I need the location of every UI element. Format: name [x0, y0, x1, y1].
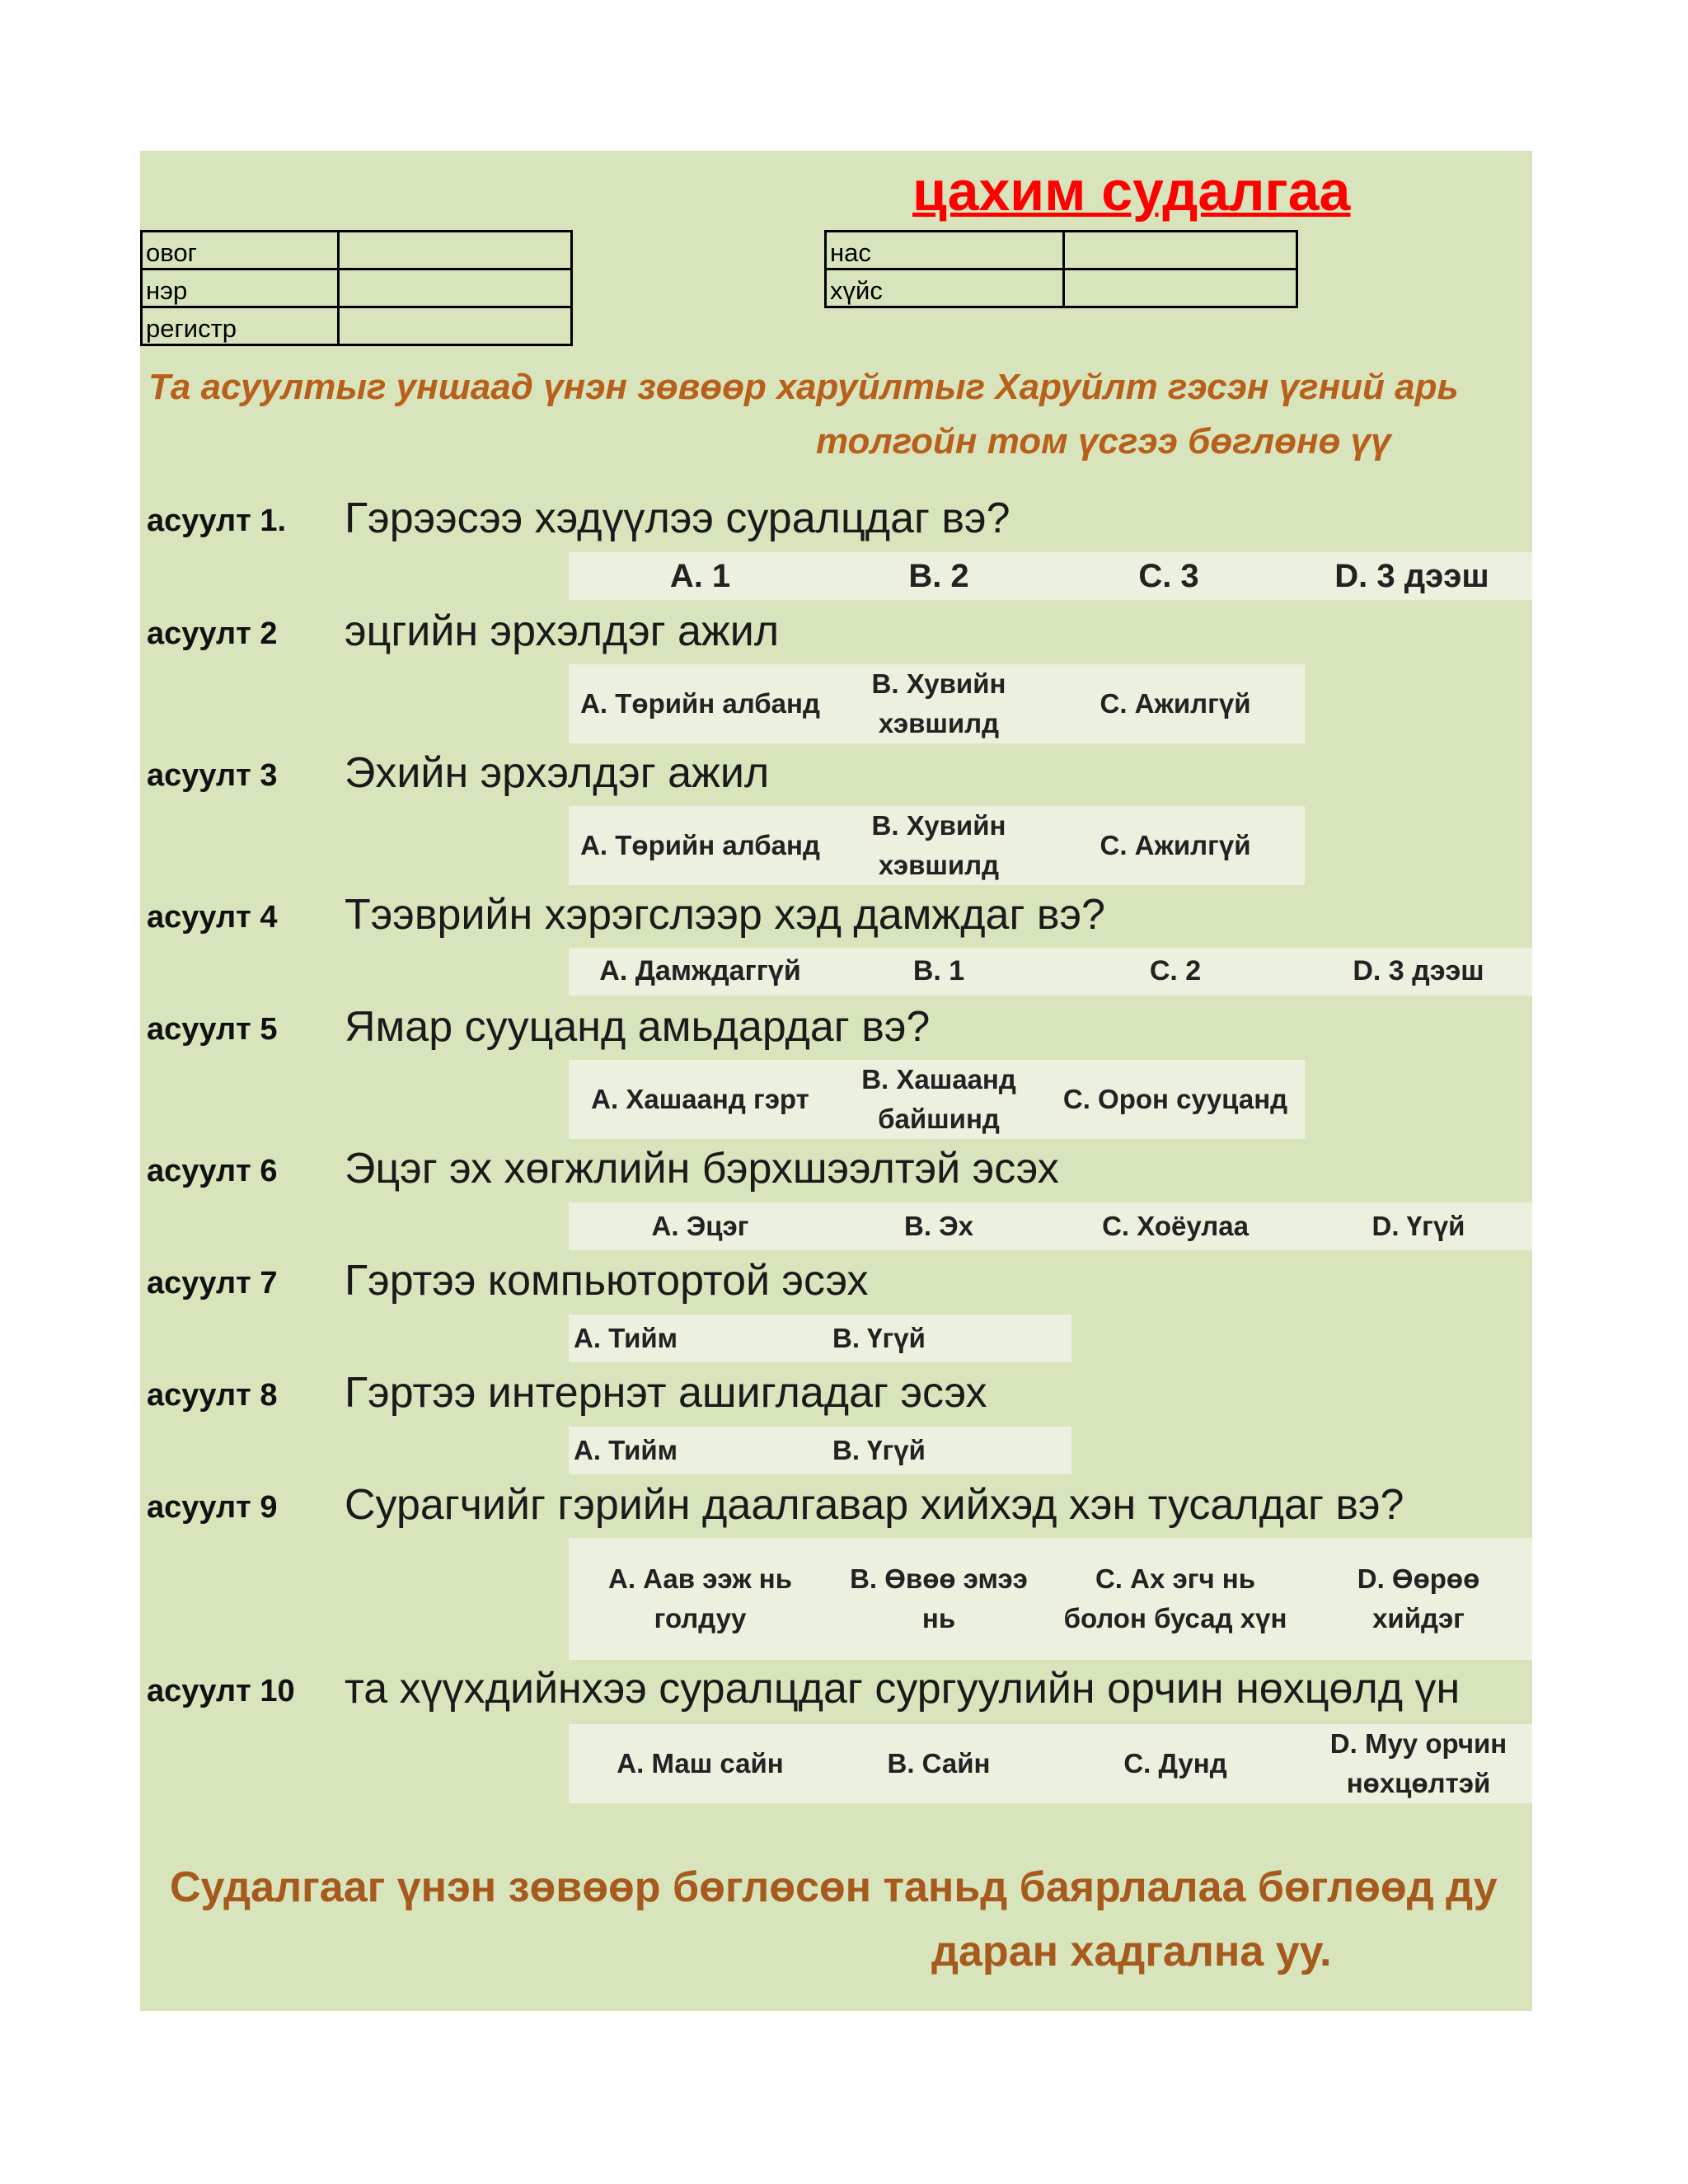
answer-option[interactable]: A. Хашаанд гэрт [591, 1084, 809, 1115]
name-input-cell[interactable] [339, 269, 572, 307]
answer-option[interactable]: A. Тийм [574, 1323, 678, 1354]
question-label: асуулт 4 [147, 900, 278, 935]
gender-input-cell[interactable] [1064, 269, 1297, 307]
answer-options-q3 [569, 806, 1305, 885]
answer-option[interactable]: A. Төрийн албанд [580, 688, 820, 719]
answer-option[interactable]: A. Дамждаггүй [599, 955, 801, 987]
answer-option[interactable]: A. 1 [669, 558, 731, 594]
answer-option[interactable]: D. Өөрөө хийдэг [1357, 1563, 1480, 1633]
question-text: Гэртээ компьютортой эсэх [345, 1257, 869, 1305]
field-label: овог [142, 232, 339, 269]
field-label: нас [826, 232, 1064, 269]
question-text: Ямар сууцанд амьдардаг вэ? [345, 1003, 931, 1051]
survey-sheet [140, 151, 1532, 2011]
answer-option[interactable]: D. 3 дээш [1353, 955, 1484, 987]
answer-option[interactable]: B. Өвөө эмээ нь [850, 1563, 1028, 1633]
question-label: асуулт 9 [147, 1490, 278, 1525]
field-row-gender [826, 269, 1297, 307]
question-text: Гэртээ интернэт ашигладаг эсэх [345, 1369, 987, 1417]
field-label: хүйс [826, 269, 1064, 307]
answer-options-q1 [569, 552, 1532, 600]
answer-options-q9 [569, 1538, 1532, 1660]
answer-option[interactable]: D. 3 дээш [1334, 558, 1489, 594]
answer-option[interactable]: B. Хашаанд байшинд [861, 1064, 1016, 1134]
question-text: Гэрээсээ хэдүүлээ суралцдаг вэ? [345, 494, 1010, 542]
question-text: эцгийн эрхэлдэг ажил [345, 607, 780, 655]
field-row-register [142, 307, 572, 345]
answer-option[interactable]: A. Аав ээж нь голдуу [607, 1563, 792, 1633]
instructions-line-2: толгойн том үсгээ бөглөнө үү [816, 421, 1391, 462]
personal-info-table-left [140, 230, 573, 346]
question-text: Эхийн эрхэлдэг ажил [345, 749, 770, 797]
answer-options-q10 [569, 1724, 1532, 1803]
surname-input-cell[interactable] [339, 232, 572, 269]
answer-option[interactable]: B. Хувийн хэвшилд [871, 810, 1006, 880]
field-row-age [826, 232, 1297, 269]
question-label: асуулт 1. [147, 504, 287, 538]
answer-option[interactable]: A. Тийм [574, 1435, 678, 1466]
answer-options-q4 [569, 948, 1532, 996]
thank-you-line-1: Судалгааг үнэн зөвөөр бөглөсөн таньд баярлалаа бөглөөд ду [170, 1863, 1498, 1911]
answer-option[interactable]: D. Үгүй [1372, 1211, 1465, 1242]
question-label: асуулт 10 [147, 1674, 295, 1708]
answer-option[interactable]: B. Үгүй [832, 1323, 926, 1354]
question-label: асуулт 5 [147, 1012, 278, 1047]
answer-options-q8 [569, 1427, 1071, 1474]
question-text: Сурагчийг гэрийн даалгавар хийхэд хэн тусалдаг вэ? [345, 1481, 1404, 1529]
question-text: Эцэг эх хөгжлийн бэрхшээлтэй эсэх [345, 1145, 1059, 1193]
answer-option[interactable]: B. Сайн [887, 1748, 991, 1779]
personal-info-table-right [824, 230, 1298, 308]
answer-option[interactable]: C. 3 [1138, 558, 1199, 594]
field-row-surname [142, 232, 572, 269]
answer-option[interactable]: B. 1 [912, 955, 965, 987]
field-row-name [142, 269, 572, 307]
answer-option[interactable]: A. Төрийн албанд [580, 830, 820, 861]
answer-option[interactable]: C. 2 [1149, 955, 1202, 987]
answer-option[interactable]: B. Хувийн хэвшилд [871, 668, 1006, 738]
answer-option[interactable]: C. Дунд [1123, 1748, 1227, 1779]
thank-you-line-2: даран хадгална уу. [931, 1928, 1332, 1975]
question-label: асуулт 6 [147, 1154, 278, 1188]
question-label: асуулт 3 [147, 758, 278, 793]
question-text: та хүүхдийнхээ суралцдаг сургуулийн орчин нөхцөлд үн [345, 1665, 1461, 1713]
register-input-cell[interactable] [339, 307, 572, 345]
answer-option[interactable]: C. Ажилгүй [1100, 688, 1251, 719]
question-label: асуулт 8 [147, 1378, 278, 1413]
instructions-line-1: Та асуултыг уншаад үнэн зөвөөр харуйлтыг Харуйлт гэсэн үгний арь [148, 367, 1459, 407]
answer-option[interactable]: C. Орон сууцанд [1062, 1084, 1288, 1115]
question-text: Тээврийн хэрэгслээр хэд дамждаг вэ? [345, 891, 1105, 939]
answer-options-q7 [569, 1315, 1071, 1362]
answer-option[interactable]: C. Хоёулаа [1102, 1211, 1249, 1242]
answer-option[interactable]: D. Муу орчин нөхцөлтэй [1329, 1728, 1507, 1798]
field-label: регистр [142, 307, 339, 345]
answer-option[interactable]: C. Ажилгүй [1100, 830, 1251, 861]
answer-option[interactable]: C. Ах эгч нь болон бусад хүн [1063, 1563, 1287, 1633]
field-label: нэр [142, 269, 339, 307]
answer-option[interactable]: B. Үгүй [832, 1435, 926, 1466]
question-label: асуулт 2 [147, 616, 278, 651]
answer-option[interactable]: A. Эцэг [651, 1211, 749, 1242]
answer-options-q5 [569, 1060, 1305, 1139]
answer-option[interactable]: B. 2 [908, 558, 969, 594]
page-title: цахим судалгаа [912, 160, 1351, 223]
answer-options-q6 [569, 1202, 1532, 1250]
answer-options-q2 [569, 664, 1305, 743]
question-label: асуулт 7 [147, 1266, 278, 1301]
age-input-cell[interactable] [1064, 232, 1297, 269]
answer-option[interactable]: B. Эх [904, 1211, 973, 1242]
answer-option[interactable]: A. Маш сайн [617, 1748, 784, 1779]
